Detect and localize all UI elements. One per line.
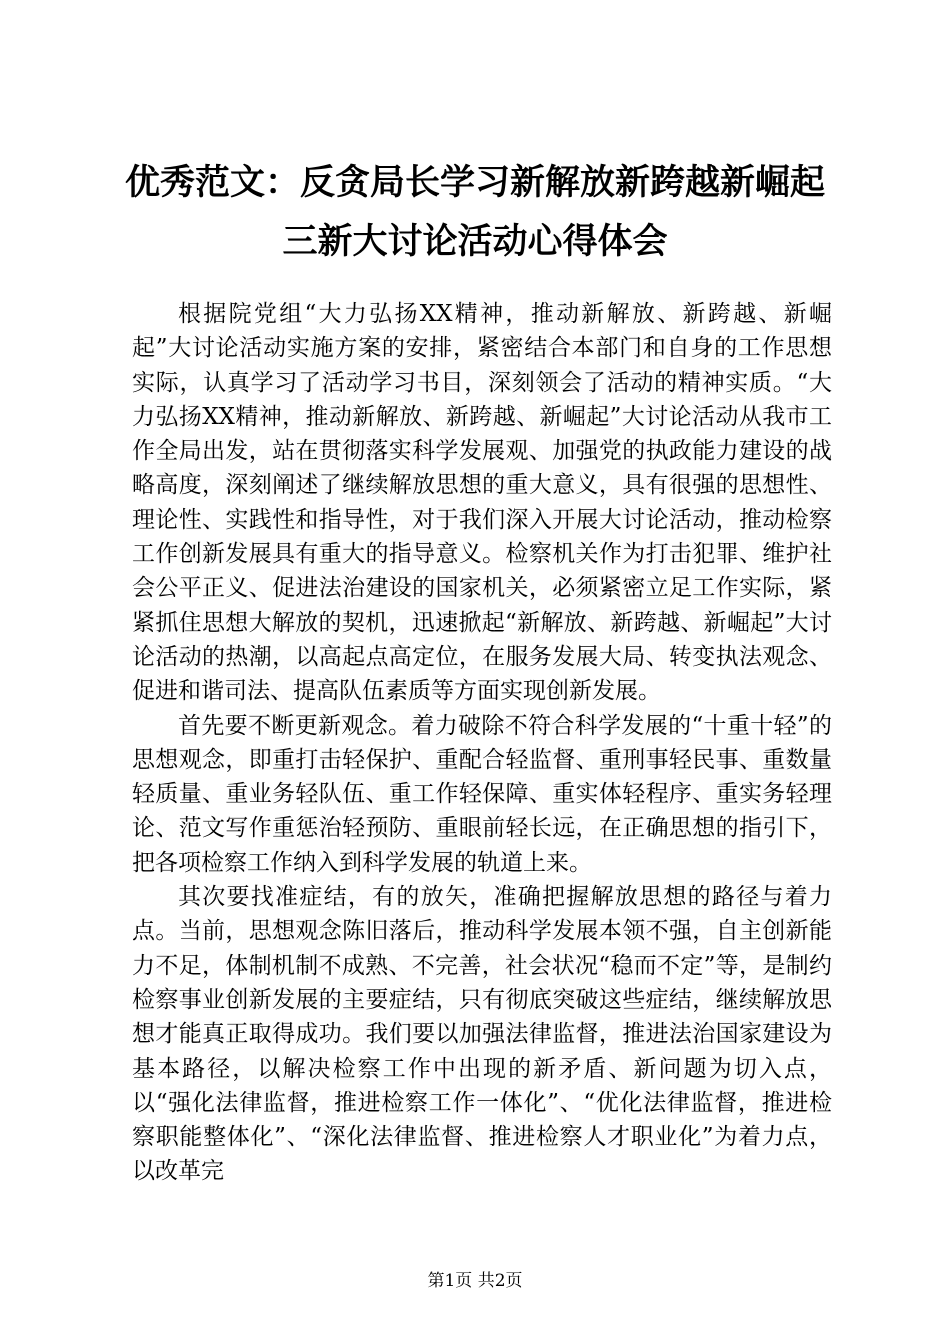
document-title-line-1: 优秀范文：反贪局长学习新解放新跨越新崛起 — [124, 162, 825, 203]
paragraph-3: 其次要找准症结，有的放矢，准确把握解放思想的路径与着力点。当前，思想观念陈旧落后，推动科学发展本领不强，自主创新能力不足，体制机制不成熟、不完善，社会状况“稳而不定”等，是制约检察事业创新发展的主要症结，只有彻底突破这些症结，继续解放思想才能真正取得成功。我们要以加强法律监督，推进法治国家建设为基本路径，以解决检察工作中出现的新矛盾、新问题为切入点，以“强化法律监督，推进检察工作一体化”、“优化法律监督，推进检察职能整体化”、“深化法律监督、推进检察人才职业化”为着力点，以改革完 — [132, 884, 832, 1185]
document-body — [132, 297, 832, 1189]
document-title-line-2: 三新大讨论活动心得体会 — [282, 221, 668, 262]
paragraph-2: 首先要不断更新观念。着力破除不符合科学发展的“十重十轻”的思想观念，即重打击轻保护、重配合轻监督、重刑事轻民事、重数量轻质量、重业务轻队伍、重工作轻保障、重实体轻程序、重实务轻理论、范文写作重惩治轻预防、重眼前轻长远，在正确思想的指引下，把各项检察工作纳入到科学发展的轨道上来。 — [132, 712, 832, 876]
paragraph-1: 根据院党组“大力弘扬XX精神，推动新解放、新跨越、新崛起”大讨论活动实施方案的安排，紧密结合本部门和自身的工作思想实际，认真学习了活动学习书目，深刻领会了活动的精神实质。“大力弘扬XX精神，推动新解放、新跨越、新崛起”大讨论活动从我市工作全局出发，站在贯彻落实科学发展观、加强党的执政能力建设的战略高度，深刻阐述了继续解放思想的重大意义，具有很强的思想性、理论性、实践性和指导性，对于我们深入开展大讨论活动，推动检察工作创新发展具有重大的指导意义。检察机关作为打击犯罪、维护社会公平正义、促进法治建设的国家机关，必须紧密立足工作实际，紧紧抓住思想大解放的契机，迅速掀起“新解放、新跨越、新崛起”大讨论活动的热潮，以高起点高定位，在服务发展大局、转变执法观念、促进和谐司法、提高队伍素质等方面实现创新发展。 — [132, 301, 832, 705]
page-footer: 第1页 共2页 — [427, 1271, 523, 1291]
